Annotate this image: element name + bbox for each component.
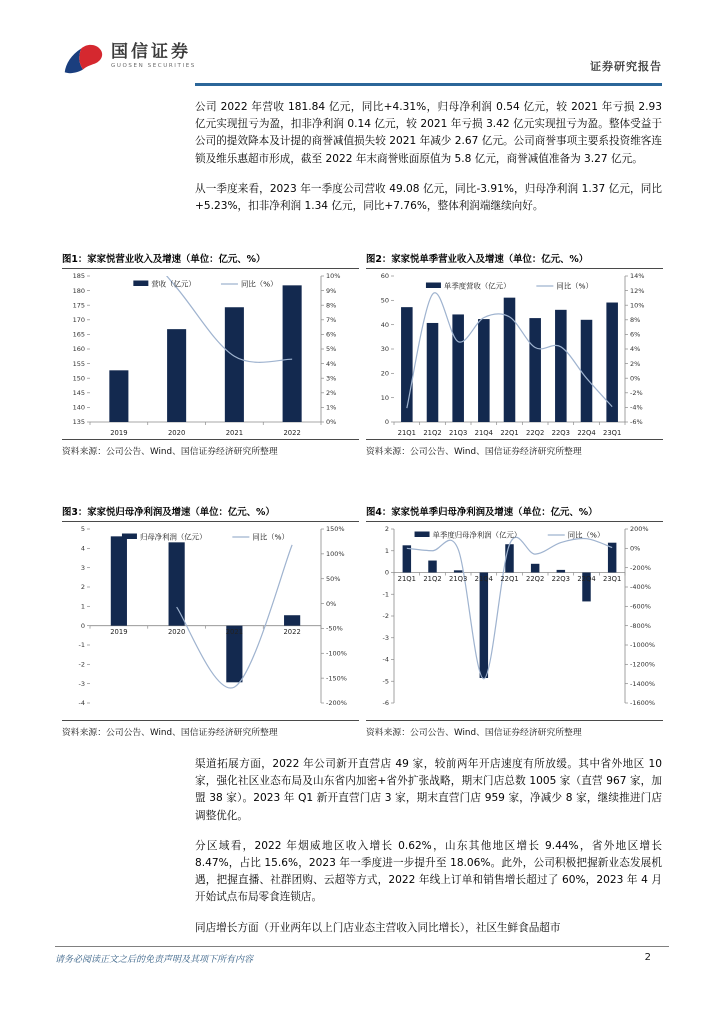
svg-text:-2%: -2%	[630, 389, 643, 397]
svg-text:-1400%: -1400%	[630, 679, 656, 688]
svg-text:135: 135	[72, 418, 85, 427]
svg-text:2%: 2%	[630, 359, 641, 368]
brand-logo	[62, 42, 662, 81]
figure-2-title: 图2：家家悦单季营业收入及增速（单位：亿元、%）	[366, 251, 663, 269]
figure-4-chart	[366, 523, 663, 719]
svg-text:4: 4	[80, 544, 85, 553]
figure-3-title: 图3：家家悦归母净利润及增速（单位：亿元、%）	[62, 504, 359, 522]
svg-text:160: 160	[72, 345, 85, 354]
figure-3-source: 资料来源：公司公告、Wind、国信证券经济研究所整理	[62, 720, 359, 738]
svg-text:21Q4: 21Q4	[474, 575, 493, 583]
svg-text:3%: 3%	[326, 374, 337, 383]
svg-text:-4: -4	[382, 655, 389, 664]
figure-3	[62, 504, 359, 738]
svg-text:-150%: -150%	[326, 674, 347, 683]
svg-text:155: 155	[72, 359, 85, 368]
svg-text:单季度营收（亿元）: 单季度营收（亿元）	[443, 281, 511, 291]
svg-text:21Q3: 21Q3	[449, 429, 468, 437]
svg-text:-4%: -4%	[630, 403, 643, 412]
svg-text:14%: 14%	[630, 272, 645, 281]
header-rule	[195, 83, 662, 86]
svg-text:单季度归母净利润（亿元）: 单季度归母净利润（亿元）	[432, 530, 522, 540]
svg-text:21Q1: 21Q1	[397, 429, 416, 437]
svg-text:1: 1	[384, 546, 389, 555]
svg-text:1: 1	[80, 602, 85, 611]
paragraph-same-store: 同店增长方面（开业两年以上门店业态主营收入同比增长），社区生鲜食品超市	[195, 921, 561, 934]
svg-text:30: 30	[380, 345, 389, 354]
svg-text:1%: 1%	[326, 403, 337, 412]
svg-text:170: 170	[72, 316, 85, 324]
figure-2-chart	[366, 270, 663, 438]
svg-text:5: 5	[80, 525, 85, 534]
svg-text:22Q1: 22Q1	[500, 429, 519, 437]
svg-text:50%: 50%	[326, 574, 341, 583]
svg-text:0%: 0%	[630, 544, 641, 553]
figure-1-chart	[62, 270, 359, 438]
svg-text:2020: 2020	[167, 628, 186, 637]
guosen-logo-icon	[62, 42, 104, 81]
svg-text:-5: -5	[382, 677, 389, 686]
svg-text:0%: 0%	[326, 418, 337, 427]
svg-text:100%: 100%	[326, 550, 345, 559]
svg-text:-1200%: -1200%	[630, 660, 656, 669]
svg-text:2022: 2022	[283, 628, 301, 637]
brand-text	[111, 42, 196, 69]
figure-3-chart	[62, 523, 359, 719]
svg-text:22Q1: 22Q1	[500, 575, 519, 583]
svg-text:150: 150	[72, 374, 85, 383]
svg-text:0: 0	[80, 621, 85, 630]
svg-text:22Q3: 22Q3	[551, 429, 570, 437]
svg-text:22Q3: 22Q3	[551, 575, 570, 583]
svg-text:2021: 2021	[225, 628, 244, 637]
svg-text:-800%: -800%	[630, 621, 651, 630]
svg-text:-1: -1	[382, 590, 389, 599]
svg-text:2: 2	[80, 583, 85, 592]
svg-text:-400%: -400%	[630, 583, 651, 592]
svg-text:0%: 0%	[630, 374, 641, 383]
svg-text:同比（%）: 同比（%）	[252, 532, 289, 542]
figure-4	[366, 504, 663, 738]
figure-4-title: 图4：家家悦单季归母净利润及增速（单位：亿元、%）	[366, 504, 663, 522]
svg-text:22Q4: 22Q4	[577, 429, 596, 437]
svg-text:-6: -6	[382, 699, 389, 708]
svg-text:-1600%: -1600%	[630, 699, 656, 708]
svg-text:2%: 2%	[326, 389, 337, 397]
svg-text:4%: 4%	[630, 345, 641, 354]
figure-4-source: 资料来源：公司公告、Wind、国信证券经济研究所整理	[366, 720, 663, 738]
svg-text:21Q2: 21Q2	[423, 429, 442, 437]
svg-text:2022: 2022	[283, 429, 301, 437]
svg-text:200%: 200%	[630, 525, 649, 534]
figure-1-source: 资料来源：公司公告、Wind、国信证券经济研究所整理	[62, 439, 359, 457]
svg-text:23Q1: 23Q1	[603, 429, 622, 437]
paragraph-results-2022: 公司 2022 年营收 181.84 亿元，同比+4.31%，归母净利润 0.54 亿元，较 2021 年亏损 2.93 亿元实现扭亏为盈，扣非净利润 0.14 亿元，较 2021 年亏损 3.42 亿元实现扭亏为盈。整体受益于公司的提效降本及计提的商誉减值损失较 2021 年减少 2.67 亿元。公司商誉事项主要系投资维客连锁及维乐惠超市形成，截至 2022 年末商誉账面原值为 5.8 亿元，商誉减值准备为 3.27 亿元。	[195, 101, 662, 165]
svg-text:12%: 12%	[630, 286, 645, 295]
svg-text:21Q3: 21Q3	[449, 575, 468, 583]
brand-name-cn: 国信证券	[111, 42, 191, 62]
page-number: 2	[644, 952, 651, 963]
svg-text:-2: -2	[78, 660, 85, 669]
brand-name-en: GUOSEN SECURITIES	[111, 63, 196, 69]
svg-text:10: 10	[380, 393, 389, 402]
svg-text:6%: 6%	[326, 330, 337, 339]
svg-text:10%: 10%	[630, 301, 645, 310]
svg-text:23Q1: 23Q1	[603, 575, 622, 583]
svg-text:22Q2: 22Q2	[526, 429, 545, 437]
svg-text:-50%: -50%	[326, 624, 343, 633]
paragraph-regional: 分区域看，2022 年烟威地区收入增长 0.62%，山东其他地区增长 9.44%，省外地区增长 8.47%，占比 15.6%，2023 年一季度进一步提升至 18.06%。此外，公司积极把握新业态发展机遇，把握直播、社群团购、云超等方式，2022 年线上订单和销售增长超过了 60%，2023 年 4 月开始试点布局零食连锁店。	[195, 839, 662, 904]
svg-text:2: 2	[384, 525, 389, 534]
svg-text:0%: 0%	[326, 599, 337, 608]
svg-text:145: 145	[72, 389, 85, 397]
svg-text:2019: 2019	[110, 628, 128, 637]
svg-text:140: 140	[72, 403, 85, 412]
svg-text:同比（%）: 同比（%）	[556, 281, 593, 291]
svg-text:0: 0	[384, 568, 389, 577]
svg-text:-200%: -200%	[326, 699, 347, 708]
svg-text:4%: 4%	[326, 359, 337, 368]
svg-text:-6%: -6%	[630, 418, 643, 427]
svg-text:20: 20	[380, 369, 389, 378]
paragraph-channel-expansion: 渠道拓展方面，2022 年公司新开直营店 49 家，较前两年开店速度有所放缓。其中省外地区 10 家，强化社区业态布局及山东省内加密+省外扩张战略，期末门店总数 1005 家（直营 967 家，加盟 38 家）。2023 年 Q1 新开直营门店 3 家，期末直营门店 959 家，净减少 8 家，继续推进门店调整优化。	[195, 758, 662, 822]
svg-text:-200%: -200%	[630, 563, 651, 572]
svg-text:同比（%）: 同比（%）	[567, 530, 605, 540]
svg-text:21Q4: 21Q4	[474, 429, 493, 437]
svg-text:-600%: -600%	[630, 602, 651, 611]
svg-text:21Q1: 21Q1	[397, 575, 416, 583]
paragraph-q1-2023: 从一季度来看，2023 年一季度公司营收 49.08 亿元，同比-3.91%，归母净利润 1.37 亿元，同比+5.23%，扣非净利润 1.34 亿元，同比+7.76%，整体利润端继续向好。	[195, 182, 662, 213]
svg-text:50: 50	[380, 296, 389, 305]
svg-text:22Q2: 22Q2	[526, 575, 545, 583]
report-type-label: 证券研究报告	[590, 60, 662, 73]
intro-section	[195, 99, 662, 228]
svg-text:8%: 8%	[630, 316, 641, 324]
svg-text:-100%: -100%	[326, 649, 347, 658]
body-section	[195, 756, 662, 950]
footer-disclaimer: 请务必阅读正文之后的免责声明及其项下所有内容	[55, 955, 254, 965]
svg-text:-3: -3	[382, 633, 389, 642]
svg-text:同比（%）: 同比（%）	[240, 279, 278, 289]
figure-2-source: 资料来源：公司公告、Wind、国信证券经济研究所整理	[366, 439, 663, 457]
page-footer	[55, 946, 669, 965]
svg-text:-3: -3	[78, 679, 85, 688]
svg-text:60: 60	[380, 272, 389, 281]
svg-text:2021: 2021	[225, 429, 244, 437]
figure-grid	[62, 251, 663, 738]
svg-text:9%: 9%	[326, 286, 337, 295]
svg-text:8%: 8%	[326, 301, 337, 310]
figure-2	[366, 251, 663, 457]
svg-text:6%: 6%	[630, 330, 641, 339]
svg-text:5%: 5%	[326, 345, 337, 354]
svg-text:40: 40	[380, 320, 389, 329]
svg-text:7%: 7%	[326, 316, 337, 324]
svg-text:21Q2: 21Q2	[423, 575, 442, 583]
page-header	[62, 42, 662, 88]
svg-text:10%: 10%	[326, 272, 341, 281]
svg-text:归母净利润（亿元）: 归母净利润（亿元）	[139, 532, 207, 542]
svg-text:165: 165	[72, 330, 85, 339]
svg-text:3: 3	[80, 563, 85, 572]
figure-1-title: 图1：家家悦营业收入及增速（单位：亿元、%）	[62, 251, 359, 269]
figure-1	[62, 251, 359, 457]
svg-text:-1000%: -1000%	[630, 641, 656, 650]
svg-text:22Q4: 22Q4	[577, 575, 596, 583]
svg-text:-2: -2	[382, 612, 389, 621]
svg-text:营收（亿元）: 营收（亿元）	[151, 279, 196, 289]
svg-text:185: 185	[72, 272, 85, 281]
svg-text:2019: 2019	[110, 429, 128, 437]
svg-text:2020: 2020	[167, 429, 186, 437]
svg-text:0: 0	[384, 418, 389, 427]
svg-text:180: 180	[72, 286, 85, 295]
svg-text:-4: -4	[78, 699, 85, 708]
svg-text:-1: -1	[78, 641, 85, 650]
svg-text:175: 175	[72, 301, 85, 310]
svg-text:150%: 150%	[326, 525, 345, 534]
